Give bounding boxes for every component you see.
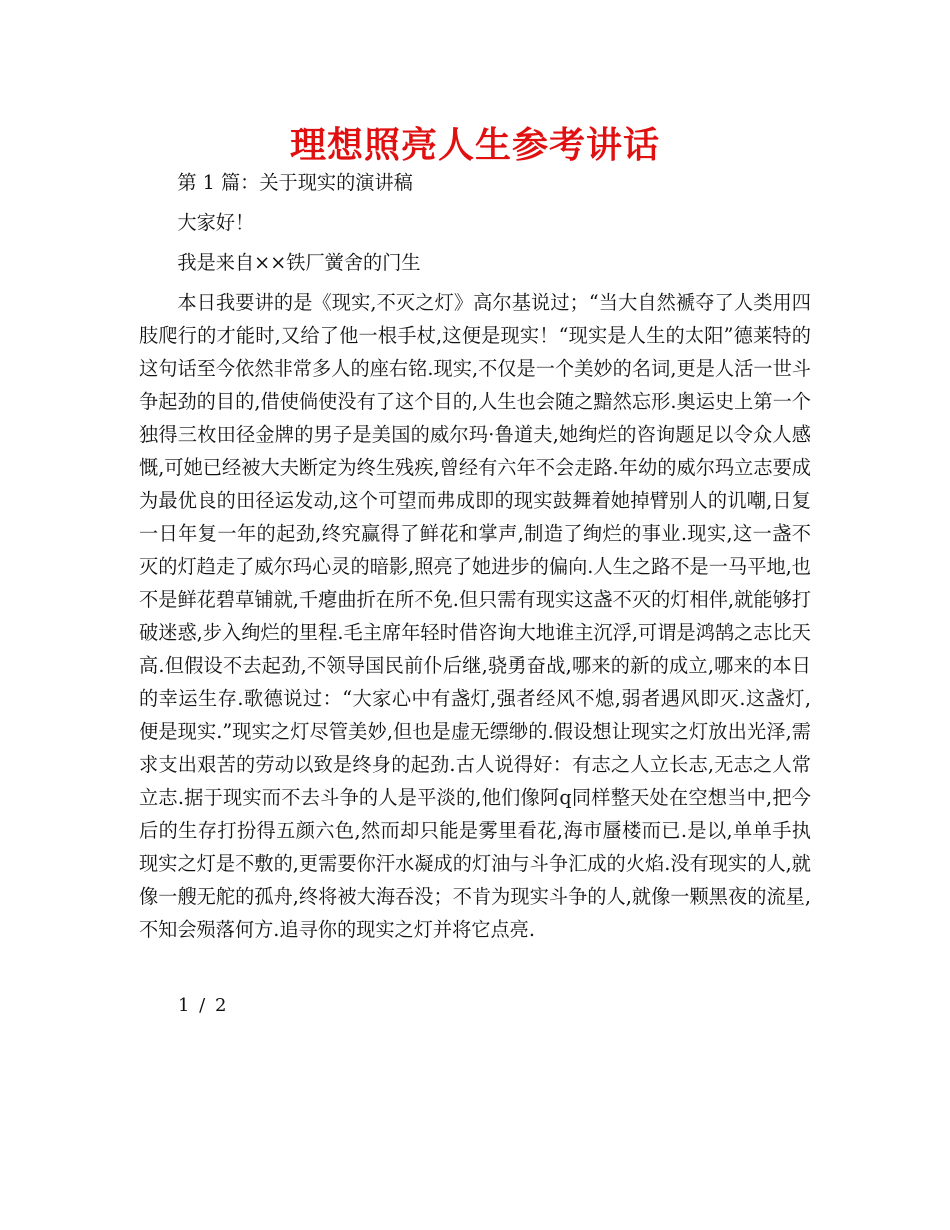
document-body <box>139 166 811 946</box>
page-number: 1 / 2 <box>178 995 229 1016</box>
intro-line: 我是来自××铁厂黉舍的门生 <box>177 251 421 274</box>
body-paragraph: 本日我要讲的是《现实,不灭之灯》高尔基说过；“当大自然褫夺了人类用四肢爬行的才能时,又给了他一根手杖,这便是现实！“现实是人生的太阳”德莱特的这句话至今依然非常多人的座右铭.现实,不仅是一个美妙的名词,更是人活一世斗争起劲的目的,借使倘使没有了这个目的,人生也会随之黯然忘形.奥运史上第一个独得三枚田径金牌的男子是美国的威尔玛·鲁道夫,她绚烂的咨询题足以令众人感慨,可她已经被大夫断定为终生残疾,曾经有六年不会走路.年幼的威尔玛立志要成为最优良的田径运发动,这个可望而弗成即的现实鼓舞着她掉臂别人的讥嘲,日复一日年复一年的起劲,终究赢得了鲜花和掌声,制造了绚烂的事业.现实,这一盏不灭的灯趋走了威尔玛心灵的暗影,照亮了她进步的偏向.人生之路不是一马平地,也不是鲜花碧草铺就,千瘪曲折在所不免.但只需有现实这盏不灭的灯相伴,就能够打破迷惑,步入绚烂的里程.毛主席年轻时借咨询大地谁主沉浮,可谓是鸿鹄之志比天高.但假设不去起劲,不领导国民前仆后继,骁勇奋战,哪来的新的成立,哪来的本日的幸运生存.歌德说过：“大家心中有盏灯,强者经风不熄,弱者遇风即灭.这盏灯,便是现实.”现实之灯尽管美妙,但也是虚无缥缈的.假设想让现实之灯放出光泽,需求支出艰苦的劳动以致是终身的起劲.古人说得好：有志之人立长志,无志之人常立志.据于现实而不去斗争的人是平淡的,他们像阿q同样整天处在空想当中,把今后的生存打扮得五颜六色,然而却只能是雾里看花,海市蜃楼而已.是以,单单手执现实之灯是不敷的,更需要你汗水凝成的灯油与斗争汇成的火焰.没有现实的人,就像一艘无舵的孤舟,终将被大海吞没；不肯为现实斗争的人,就像一颗黑夜的流星,不知会殒落何方.追寻你的现实之灯并将它点亮. <box>139 291 811 941</box>
chapter-heading: 第 1 篇：关于现实的演讲稿 <box>177 171 413 194</box>
document-title: 理想照亮人生参考讲话 <box>289 125 660 166</box>
greeting: 大家好！ <box>177 211 255 234</box>
